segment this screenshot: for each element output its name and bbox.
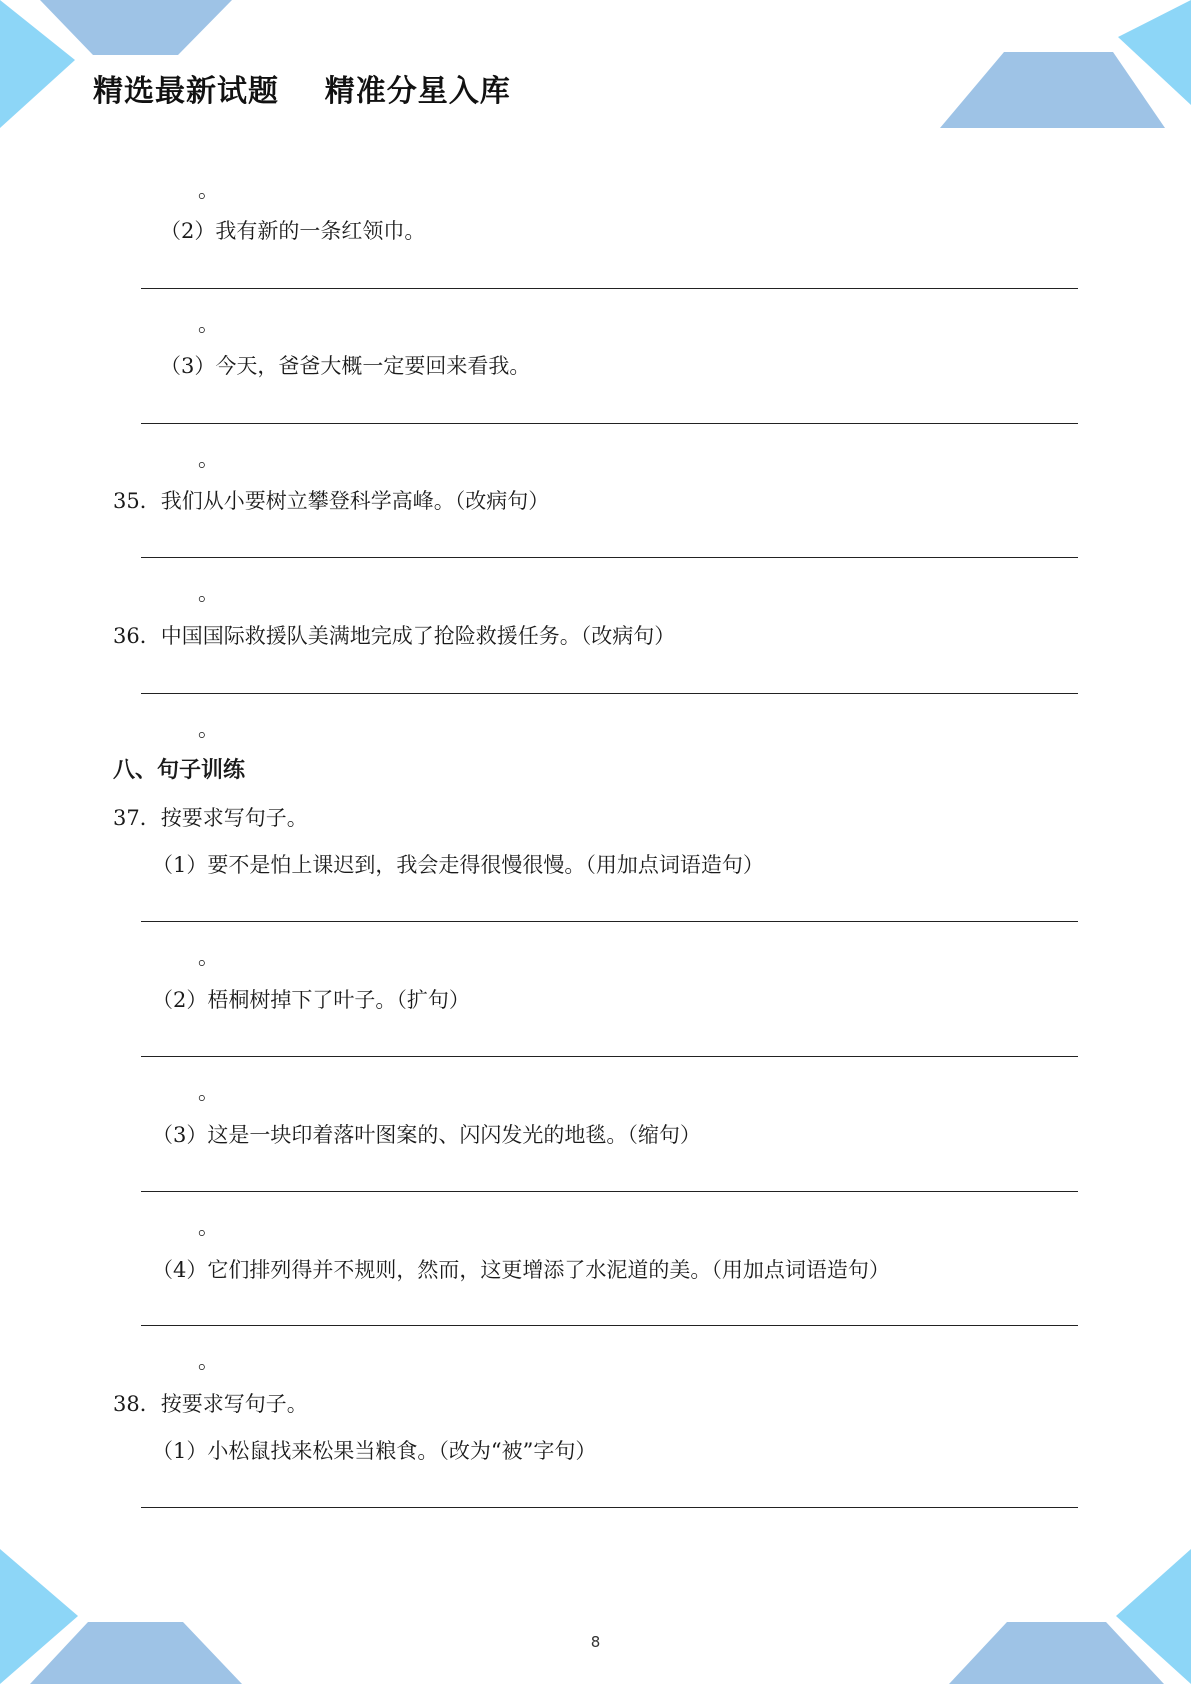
answer-line bbox=[141, 1191, 1078, 1192]
answer-line bbox=[141, 1325, 1078, 1326]
answer-end-mark: 。 bbox=[198, 1080, 219, 1104]
question-34-item-2: （2）我有新的一条红领巾。 bbox=[160, 219, 426, 243]
answer-end-mark: 。 bbox=[198, 945, 219, 969]
question-36: 36．中国国际救援队美满地完成了抢险救援任务。（改病句） bbox=[113, 624, 676, 648]
answer-line bbox=[141, 423, 1078, 424]
question-38: 38．按要求写句子。 bbox=[113, 1392, 308, 1416]
question-37-item-3: （3）这是一块印着落叶图案的、闪闪发光的地毯。（缩句） bbox=[152, 1123, 701, 1147]
answer-end-mark: 。 bbox=[198, 447, 219, 471]
answer-end-mark: 。 bbox=[198, 581, 219, 605]
page-number: 8 bbox=[590, 1633, 601, 1651]
answer-end-mark: 。 bbox=[198, 1349, 219, 1373]
answer-line bbox=[141, 557, 1078, 558]
question-35: 35．我们从小要树立攀登科学高峰。（改病句） bbox=[113, 489, 550, 513]
answer-line bbox=[141, 288, 1078, 289]
answer-line bbox=[141, 693, 1078, 694]
question-37: 37．按要求写句子。 bbox=[113, 806, 308, 830]
section-heading: 八、句子训练 bbox=[113, 758, 246, 783]
answer-line bbox=[141, 1507, 1078, 1508]
bottom-left-trapezoid-decoration bbox=[30, 1622, 242, 1684]
question-34-item-3: （3）今天，爸爸大概一定要回来看我。 bbox=[160, 354, 531, 378]
answer-end-mark: 。 bbox=[198, 1215, 219, 1239]
top-right-trapezoid-decoration bbox=[940, 52, 1165, 128]
answer-end-mark: 。 bbox=[198, 178, 219, 202]
answer-line bbox=[141, 1056, 1078, 1057]
answer-line bbox=[141, 921, 1078, 922]
bottom-right-trapezoid-decoration bbox=[949, 1622, 1164, 1684]
answer-end-mark: 。 bbox=[198, 312, 219, 336]
answer-end-mark: 。 bbox=[198, 717, 219, 741]
question-38-item-1: （1）小松鼠找来松果当粮食。（改为“被”字句） bbox=[152, 1439, 597, 1463]
top-left-trapezoid-decoration bbox=[40, 0, 232, 55]
page-header-title: 精选最新试题 精准分星入库 bbox=[93, 74, 511, 109]
question-37-item-1: （1）要不是怕上课迟到，我会走得很慢很慢。（用加点词语造句） bbox=[152, 853, 764, 877]
question-37-item-4: （4）它们排列得并不规则，然而，这更增添了水泥道的美。（用加点词语造句） bbox=[152, 1258, 890, 1282]
question-37-item-2: （2）梧桐树掉下了叶子。（扩句） bbox=[152, 988, 470, 1012]
